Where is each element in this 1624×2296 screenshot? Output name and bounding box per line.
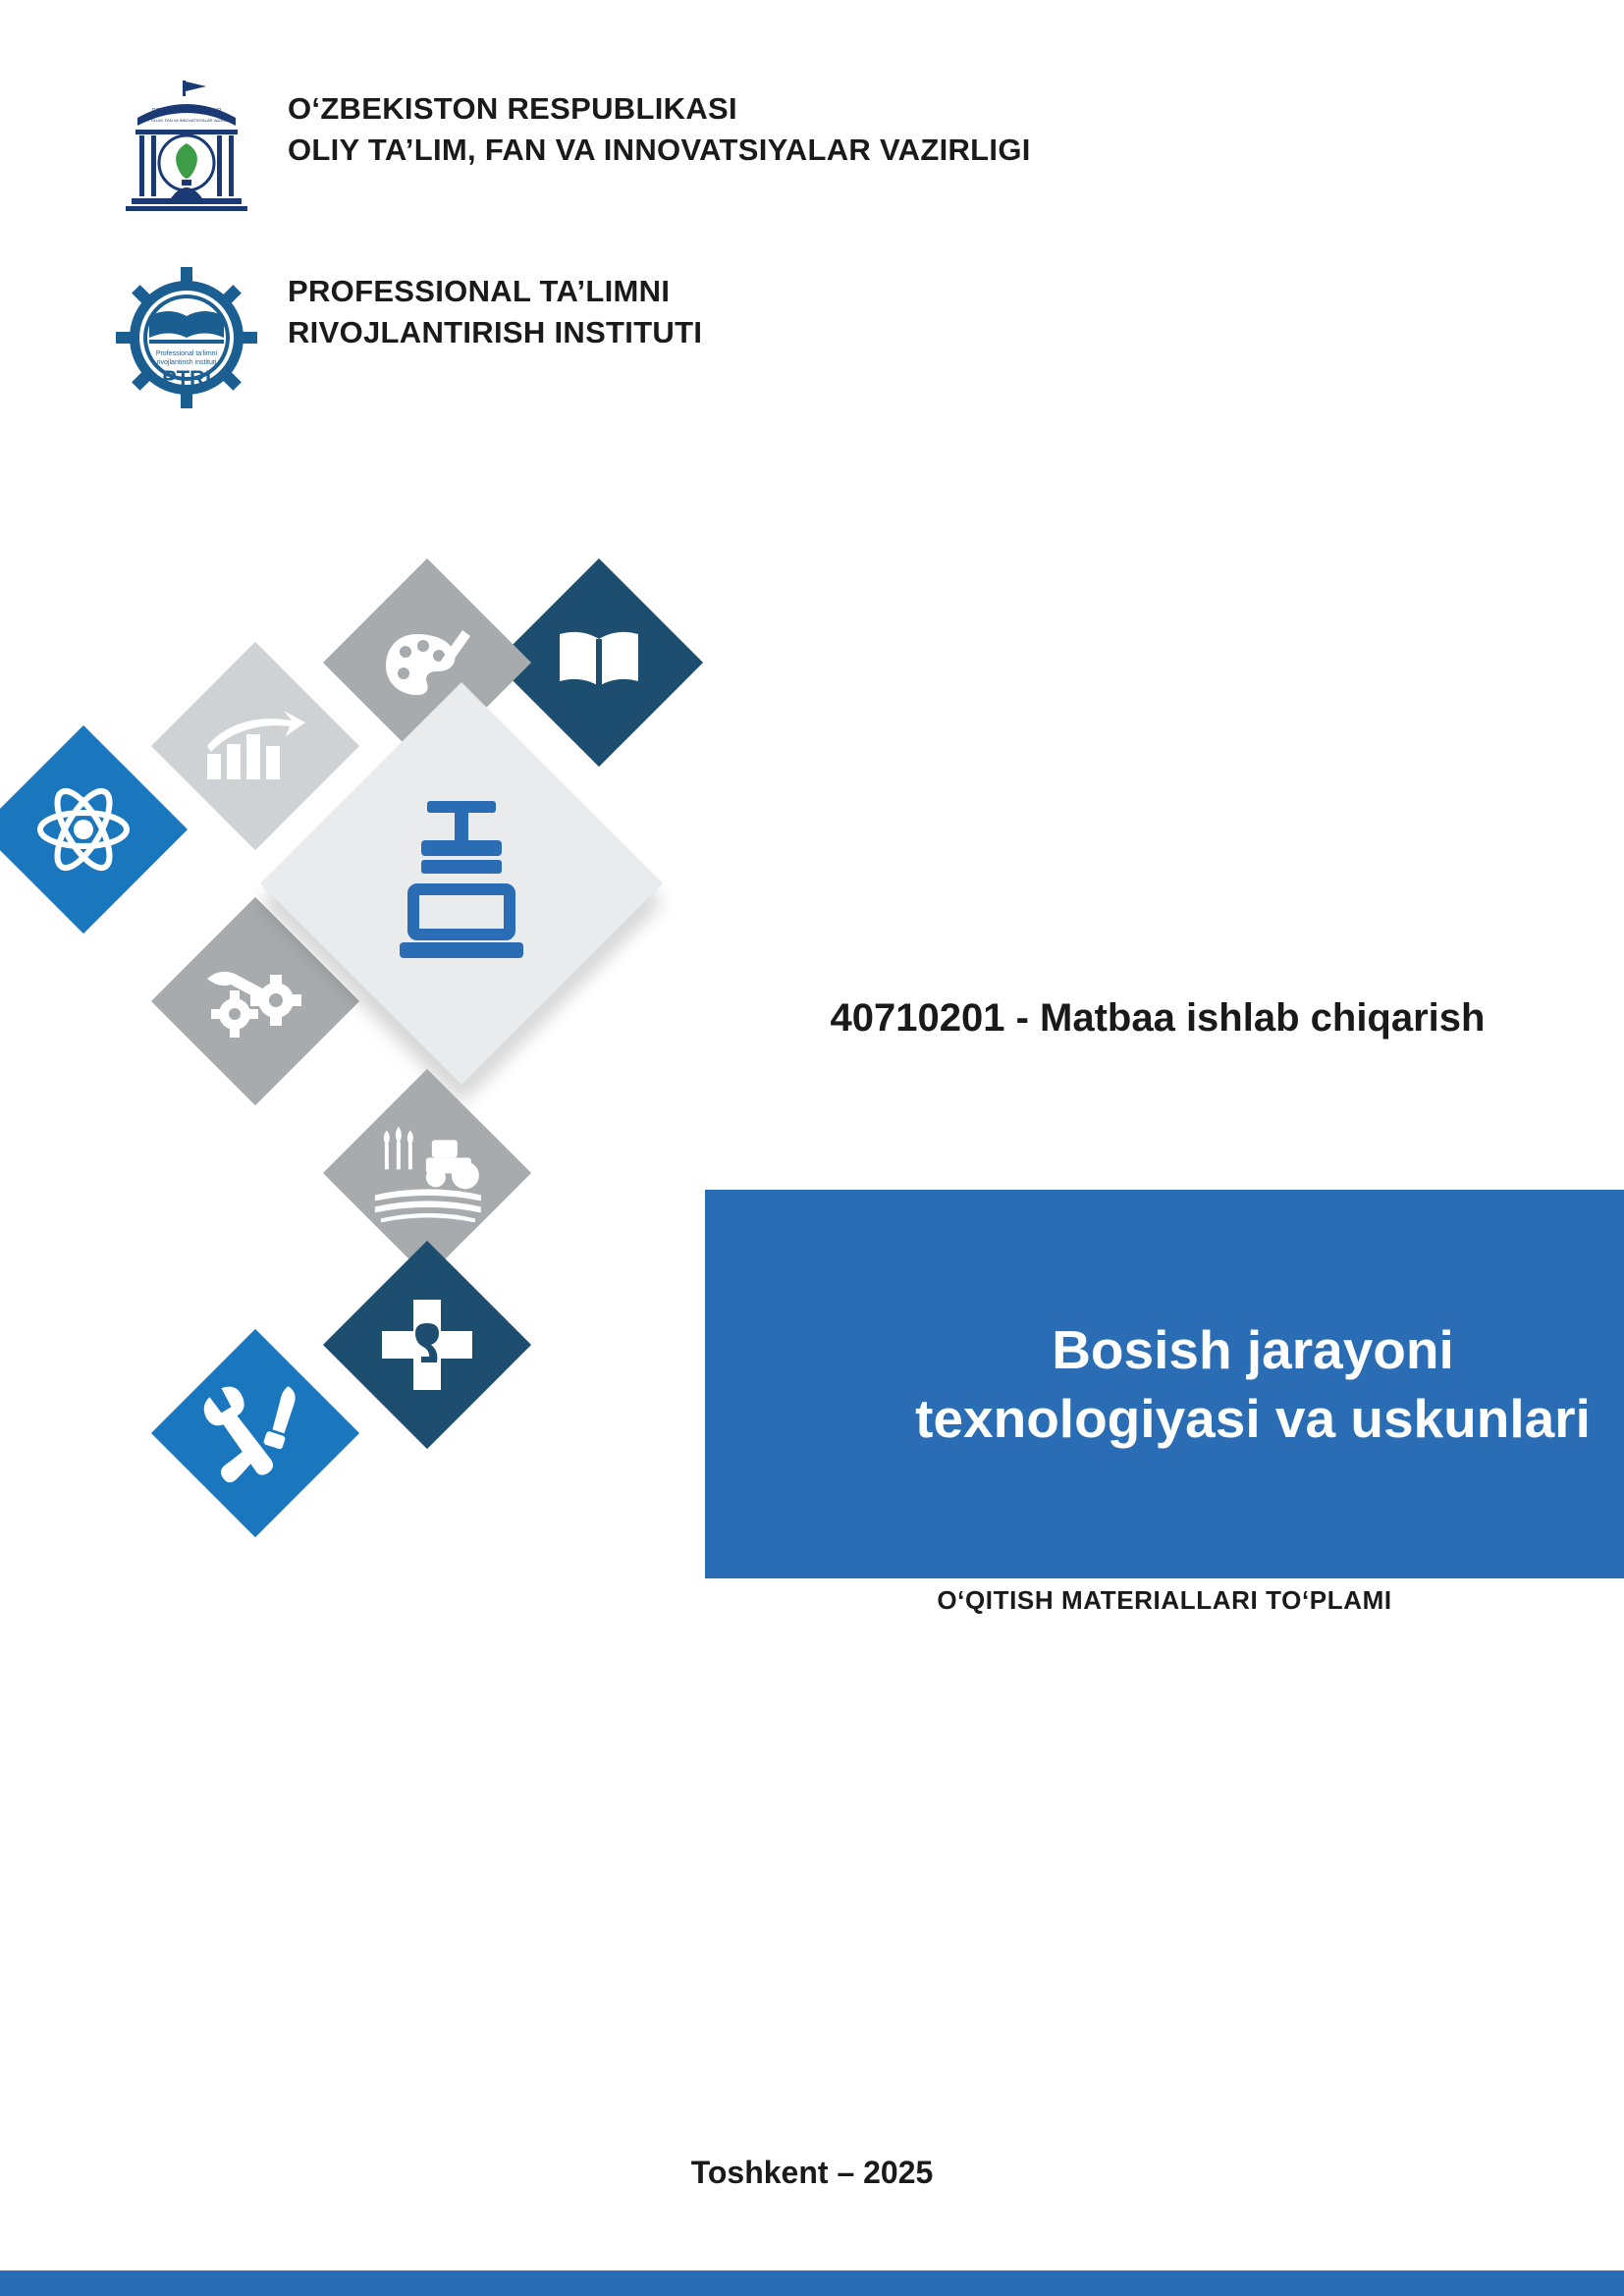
program-code-and-field (785, 991, 1531, 1044)
institute-title-line2: RIVOJLANTIRISH INSTITUTI (288, 314, 703, 349)
svg-text:PTRI: PTRI (161, 366, 212, 391)
svg-text:O‘ZBEKISTON RESPUBLIKASI: O‘ZBEKISTON RESPUBLIKASI (151, 108, 222, 114)
mosaic-tile-medical (323, 1241, 531, 1449)
institute-block (103, 261, 1380, 418)
institute-title-line1: PROFESSIONAL TA’LIMNI (288, 274, 671, 308)
ministry-title-line1: O‘ZBEKISTON RESPUBLIKASI (288, 91, 737, 126)
ministry-title (288, 79, 1031, 171)
program-code-line: 40710201 - Matbaa ishlab chiqarish (830, 996, 1486, 1040)
atom-icon (36, 782, 131, 877)
gears-wrench-icon (201, 957, 309, 1045)
cover-header (103, 79, 1380, 454)
bottom-accent-bar (0, 2270, 1624, 2296)
bar-chart-arrow-icon (201, 707, 309, 785)
ministry-title-line2: OLIY TA’LIM, FAN VA INNOVATSIYALAR VAZIRLIGI (288, 132, 1031, 167)
document-title: Bosish jarayoni texnologiyasi va uskunlari (915, 1318, 1591, 1449)
medical-cross-icon (378, 1296, 476, 1394)
uzbekistan-ministry-emblem (108, 79, 265, 226)
svg-text:OLIY TA’LIM, FAN VA INNOVATSIY: OLIY TA’LIM, FAN VA INNOVATSIYALAR VAZIRLIGI (140, 118, 233, 123)
ptri-logo (108, 261, 265, 418)
institute-logo (103, 261, 270, 418)
svg-text:Professional ta‘limni: Professional ta‘limni (155, 350, 218, 357)
institute-title (288, 261, 702, 353)
ministry-block (103, 79, 1380, 226)
svg-text:rivojlantirish instituti: rivojlantirish instituti (156, 359, 217, 366)
open-book-icon (550, 623, 648, 702)
wrench-screwdriver-icon (204, 1382, 307, 1485)
document-subtitle: O‘QITISH MATERIALLARI TO‘PLAMI (937, 1585, 1392, 1615)
mosaic-tile-atom (0, 725, 188, 934)
title-band (705, 1190, 1624, 1578)
mosaic-tile-tools (151, 1329, 359, 1537)
tractor-field-icon (371, 1124, 484, 1222)
printing-press-icon (378, 795, 545, 972)
place-and-year: Toshkent – 2025 (690, 2155, 934, 2190)
ministry-emblem (103, 79, 270, 226)
